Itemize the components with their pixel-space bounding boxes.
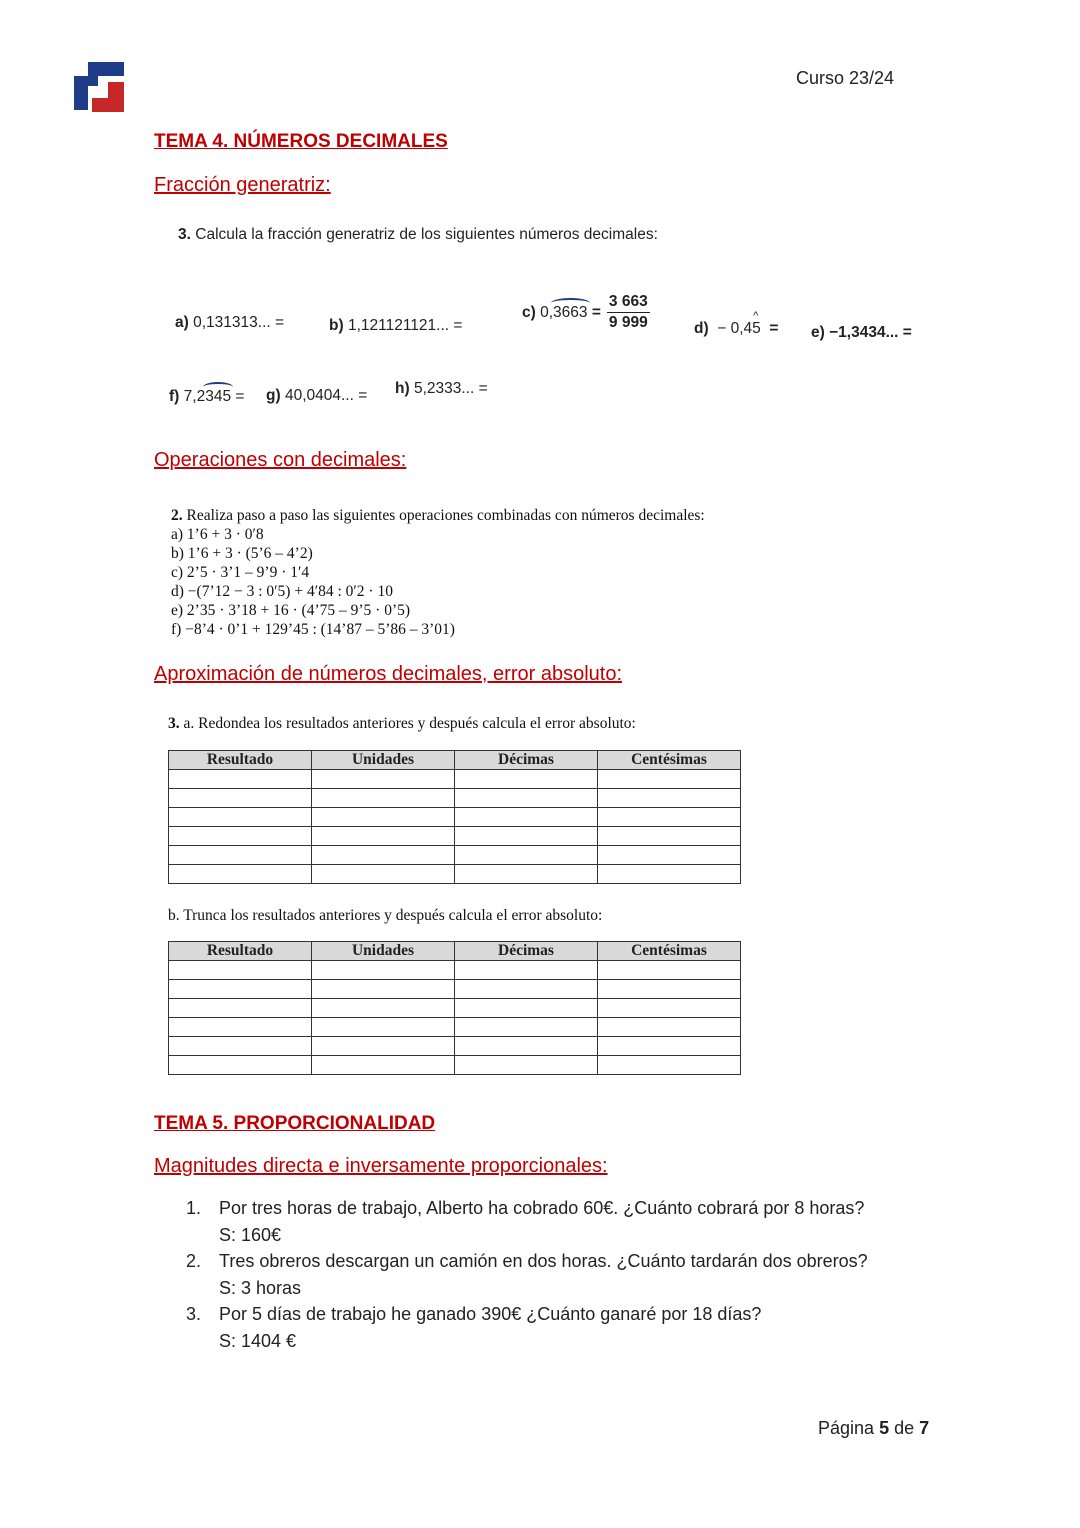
- table-cell: [598, 808, 741, 827]
- operation-line: c) 2’5 · 3’1 – 9’9 · 1′4: [171, 564, 310, 581]
- table-cell: [169, 961, 312, 980]
- part-b-instruction: b. Trunca los resultados anteriores y después calcula el error absoluto:: [168, 907, 603, 924]
- table-cell: [598, 980, 741, 999]
- item-a: a) 0,131313... =: [175, 314, 285, 331]
- table-cell: [598, 1037, 741, 1056]
- col-header: Décimas: [455, 751, 598, 770]
- table-cell: [455, 865, 598, 884]
- problem-item: 2. Tres obreros descargan un camión en dos horas. ¿Cuánto tardarán dos obreros?: [186, 1251, 868, 1271]
- repeat-arc: 3663: [553, 303, 588, 321]
- table-row: [169, 1056, 741, 1075]
- exercise-number: 3.: [178, 226, 191, 243]
- table-row: [169, 846, 741, 865]
- table-row: [169, 770, 741, 789]
- col-header: Décimas: [455, 942, 598, 961]
- fraccion-exercise: [178, 226, 658, 244]
- item-e: e) −1,3434... =: [811, 324, 912, 341]
- table-cell: [312, 846, 455, 865]
- table-cell: [598, 1018, 741, 1037]
- col-header: Unidades: [312, 942, 455, 961]
- operation-line: b) 1’6 + 3 · (5’6 – 4’2): [171, 545, 313, 562]
- item-d: d) − 0,4^ 5 =: [694, 320, 778, 338]
- table-cell: [455, 1018, 598, 1037]
- table-cell: [598, 865, 741, 884]
- table-cell: [598, 789, 741, 808]
- rounding-table: [168, 750, 741, 884]
- course-label: Curso 23/24: [796, 68, 895, 88]
- table-cell: [312, 789, 455, 808]
- problem-solution: S: 3 horas: [219, 1277, 302, 1298]
- table-cell: [455, 1056, 598, 1075]
- table-cell: [169, 846, 312, 865]
- problem-solution: S: 160€: [219, 1224, 282, 1245]
- table-row: [169, 961, 741, 980]
- table-cell: [169, 980, 312, 999]
- item-f: f) 7,2345 =: [169, 388, 245, 405]
- table-cell: [598, 770, 741, 789]
- part-a-instruction: 3. a. Redondea los resultados anteriores y después calcula el error absoluto:: [168, 715, 636, 732]
- table-cell: [169, 1037, 312, 1056]
- truncation-table: [168, 941, 741, 1075]
- proporcionalidad-heading: Magnitudes directa e inversamente proporcionales:: [154, 1155, 608, 1177]
- table-cell: [598, 961, 741, 980]
- page-number: Página 5 de 7: [818, 1418, 930, 1438]
- stepped-squares-logo: [74, 62, 124, 112]
- table-row: [169, 827, 741, 846]
- problem-list: [186, 1195, 868, 1354]
- table-cell: [455, 846, 598, 865]
- table-cell: [312, 827, 455, 846]
- table-cell: [312, 1037, 455, 1056]
- table-row: [169, 980, 741, 999]
- table-cell: [312, 1018, 455, 1037]
- operaciones-exercise: 2. Realiza paso a paso las siguientes operaciones combinadas con números decimales: a) 1’6 + 3 · 0′8 b) 1’6 + 3 · (5’6 – 4’2) c) 2’5 · 3’1 – 9’9 · 1′4 d) −(7’12 − 3 : 0′5) + 4′84 : 0′2 · 10 e) 2’35 · 3’18 + 16 · (4’75 – 9’5 · 0’5) f) −8’4 · 0’1 + 129’45 : (14’87 – 5’86 – 3’01): [171, 507, 705, 638]
- operation-line: e) 2’35 · 3’18 + 16 · (4’75 – 9’5 · 0’5): [171, 602, 411, 619]
- table-cell: [455, 827, 598, 846]
- table-cell: [312, 808, 455, 827]
- table-cell: [169, 827, 312, 846]
- table-row: [169, 1037, 741, 1056]
- table-cell: [312, 961, 455, 980]
- table-cell: [598, 999, 741, 1018]
- table-row: [169, 1018, 741, 1037]
- fraccion-heading: Fracción generatriz:: [154, 174, 331, 196]
- col-header: Unidades: [312, 751, 455, 770]
- problem-item: 3. Por 5 días de trabajo he ganado 390€ ¿Cuánto ganaré por 18 días?: [186, 1304, 762, 1324]
- table-cell: [455, 789, 598, 808]
- table-cell: [312, 865, 455, 884]
- table-row: [169, 789, 741, 808]
- fraction: $\frac{3 663}{9 999}$: [608, 293, 648, 331]
- table-cell: [455, 961, 598, 980]
- table-row: [169, 865, 741, 884]
- item-g: g) 40,0404... =: [266, 387, 368, 404]
- table-cell: [598, 1056, 741, 1075]
- table-cell: [312, 770, 455, 789]
- col-header: Resultado: [169, 942, 312, 961]
- table-cell: [312, 1056, 455, 1075]
- table-cell: [169, 999, 312, 1018]
- table-cell: [169, 865, 312, 884]
- operation-line: d) −(7’12 − 3 : 0′5) + 4′84 : 0′2 · 10: [171, 583, 393, 600]
- col-header: Centésimas: [598, 942, 741, 961]
- table-cell: [169, 808, 312, 827]
- table-cell: [455, 980, 598, 999]
- problem-item: 1. Por tres horas de trabajo, Alberto ha cobrado 60€. ¿Cuánto cobrará por 8 horas?: [186, 1198, 865, 1218]
- table-cell: [455, 770, 598, 789]
- table-cell: [598, 846, 741, 865]
- table-cell: [312, 980, 455, 999]
- tema5-title: TEMA 5. PROPORCIONALIDAD: [154, 1113, 436, 1134]
- table-cell: [169, 1056, 312, 1075]
- item-b: b) 1,121121121... =: [329, 317, 463, 334]
- problem-solution: S: 1404 €: [219, 1330, 297, 1351]
- table-cell: [312, 999, 455, 1018]
- aproximacion-heading: Aproximación de números decimales, error absoluto:: [154, 663, 622, 685]
- col-header: Centésimas: [598, 751, 741, 770]
- table-row: [169, 999, 741, 1018]
- table-cell: [169, 1018, 312, 1037]
- exercise-text: Calcula la fracción generatriz de los siguientes números decimales:: [195, 226, 658, 243]
- table-cell: [455, 999, 598, 1018]
- operation-line: f) −8’4 · 0’1 + 129’45 : (14’87 – 5’86 – 3’01): [171, 621, 455, 638]
- table-row: [169, 808, 741, 827]
- col-header: Resultado: [169, 751, 312, 770]
- tema4-title: TEMA 4. NÚMEROS DECIMALES: [154, 131, 448, 152]
- table-cell: [169, 789, 312, 808]
- item-c: c) 0, 3663 = $\frac{3 663}{9 999}$: [522, 293, 648, 331]
- item-h: h) 5,2333... =: [395, 380, 488, 397]
- operaciones-heading: Operaciones con decimales:: [154, 449, 407, 471]
- table-cell: [455, 1037, 598, 1056]
- repeat-arc: 345: [205, 388, 232, 405]
- table-cell: [455, 808, 598, 827]
- table-cell: [169, 770, 312, 789]
- table-cell: [598, 827, 741, 846]
- operation-line: a) 1’6 + 3 · 0′8: [171, 526, 264, 543]
